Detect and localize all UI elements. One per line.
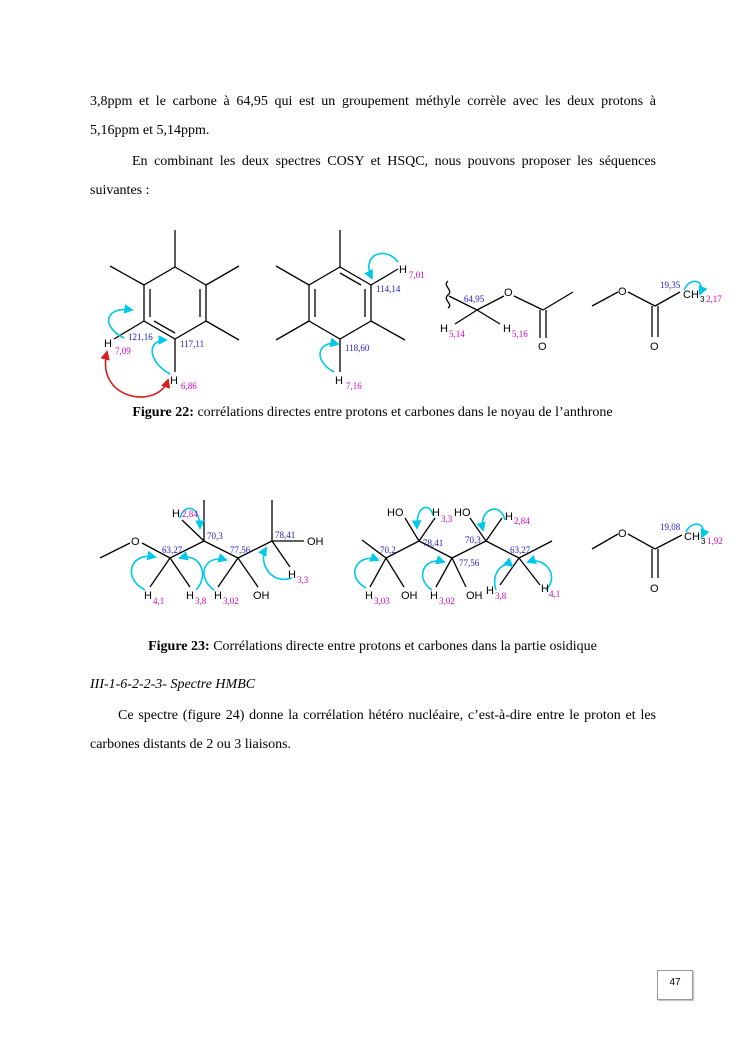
fig23-s2-h303-shift: 3,03 — [374, 596, 390, 606]
fig23-s2-h41-shift: 4,1 — [549, 589, 561, 599]
fig23-s1-h302-shift: 3,02 — [223, 596, 239, 606]
fig23-s1-h38-shift: 3,8 — [195, 596, 207, 606]
fig23-s2-h33: H — [432, 507, 440, 519]
fig23-s2-h303: H — [365, 590, 373, 602]
fig22-s3-c-shift: 64,95 — [464, 294, 485, 304]
fig22-s4-h-shift: 2,17 — [706, 294, 722, 304]
fig23-s3-ch-sub: 3 — [701, 537, 706, 546]
fig23-sugar-2 — [355, 507, 560, 606]
fig23-s1-oh1: OH — [307, 536, 324, 548]
fig23-s1-h33-shift: 3,3 — [297, 575, 309, 585]
fig23-s1-htop: H — [172, 508, 180, 520]
fig22-s1-h2: H — [170, 375, 178, 387]
page-number: 47 — [657, 970, 693, 1000]
fig23-s2-h284: H — [505, 511, 513, 523]
fig22-s3-o2: O — [538, 341, 547, 353]
paragraph-hmbc: Ce spectre (figure 24) donne la corrélation hétéro nucléaire, c’est-à-dire entre le proton et les carbones distants de 2 ou 3 liaisons. — [90, 708, 656, 752]
figure-23-caption — [0, 639, 745, 655]
fig23-s3-o2: O — [650, 583, 659, 595]
fig23-s3-c-shift: 19,08 — [660, 522, 681, 532]
fig23-s1-h302: H — [214, 590, 222, 602]
section-heading-hmbc: III-1-6-2-2-3- Spectre HMBC — [90, 677, 256, 692]
fig22-s1-c1-shift: 121,16 — [128, 332, 153, 342]
fig22-acetyl — [592, 280, 722, 353]
fig23-s2-h38: H — [486, 585, 494, 597]
fig23-s2-h38-shift: 3,8 — [495, 591, 507, 601]
fig23-s2-h284-shift: 2,84 — [514, 516, 530, 526]
paragraph-sequences-intro: En combinant les deux spectres COSY et HSQC, nous pouvons proposer les séquences suivantes : — [90, 154, 656, 198]
fig23-s2-ho1: HO — [387, 507, 404, 519]
fig23-s2-h41: H — [541, 583, 549, 595]
fig22-s3-h2: H — [503, 323, 511, 335]
fig23-s2-oh2: OH — [466, 590, 483, 602]
fig23-s1-c3: 77,56 — [230, 545, 251, 555]
fig23-s2-h302: H — [430, 590, 438, 602]
fig22-s1-h1-shift: 7,09 — [115, 346, 131, 356]
fig22-s3-o1: O — [504, 287, 513, 299]
fig23-s3-o1: O — [618, 528, 627, 540]
fig22-s2-c2-shift: 118,60 — [345, 343, 370, 353]
fig22-s2-h2-shift: 7,16 — [346, 381, 362, 391]
paragraph-hsqc-end: 3,8ppm et le carbone à 64,95 qui est un groupement méthyle corrèle avec les deux protons à 5,16ppm et 5,14ppm. — [90, 94, 656, 138]
fig22-s1-h2-shift: 6,86 — [181, 381, 197, 391]
fig23-s1-oh2: OH — [253, 590, 270, 602]
fig22-s3-h2-shift: 5,16 — [512, 329, 528, 339]
fig23-s1-h41: H — [144, 590, 152, 602]
figure-22-label: Figure 22: — [132, 405, 194, 420]
fig23-s1-c2: 70,3 — [207, 531, 223, 541]
fig23-acetyl — [592, 522, 723, 595]
fig22-s4-o1: O — [618, 286, 627, 298]
fig23-s2-h33-shift: 3,3 — [441, 514, 453, 524]
figure-23-caption-text: Corrélations directe entre protons et carbones dans la partie osidique — [209, 639, 597, 654]
fig22-ring-1 — [104, 230, 239, 397]
fig23-s1-h33: H — [288, 569, 296, 581]
fig23-s2-ho2: HO — [454, 507, 471, 519]
fig23-s2-h302-shift: 3,02 — [439, 596, 455, 606]
fig22-s1-h1: H — [104, 338, 112, 350]
fig22-s4-c-shift: 19,35 — [660, 280, 681, 290]
fig22-s3-h1: H — [440, 323, 448, 335]
fig23-s3-h-shift: 1,92 — [707, 536, 723, 546]
fig23-s1-h41-shift: 4,1 — [153, 596, 165, 606]
figure-22-caption-text: corrélations directes entre protons et carbones dans le noyau de l’anthrone — [193, 405, 613, 420]
fig22-ring-2 — [276, 230, 425, 391]
fig23-s1-c4: 78,41 — [275, 530, 296, 540]
fig23-s2-c3: 70,3 — [465, 535, 481, 545]
fig22-s3-h1-shift: 5,14 — [449, 329, 465, 339]
fig23-s1-h38: H — [186, 590, 194, 602]
fig22-s4-ch: CH — [683, 289, 699, 301]
figure-23-label: Figure 23: — [148, 639, 210, 654]
fig23-s1-o: O — [131, 536, 140, 548]
fig22-s1-c2-shift: 117,11 — [180, 339, 205, 349]
fig22-s2-c1-shift: 114,14 — [376, 284, 401, 294]
fig23-sugar-1 — [100, 500, 324, 606]
fig23-s2-c5: 63,27 — [510, 545, 531, 555]
fig23-s2-c4: 77,56 — [459, 558, 480, 568]
fig23-s2-c2: 78,41 — [423, 538, 444, 548]
fig22-s4-o2: O — [650, 341, 659, 353]
fig23-s2-oh1: OH — [401, 590, 418, 602]
fig22-s2-h1-shift: 7,01 — [409, 270, 425, 280]
fig22-s4-ch-sub: 3 — [700, 295, 705, 304]
fig22-s2-h1: H — [399, 264, 407, 276]
figure-22-caption — [0, 405, 745, 421]
fig23-s1-htop-shift: 2,84 — [182, 509, 198, 519]
fig23-s1-c1: 63,27 — [162, 545, 183, 555]
fig23-s2-c1: 70,2 — [380, 545, 396, 555]
fig22-acetoxymethyl — [440, 281, 573, 353]
fig22-s2-h2: H — [335, 375, 343, 387]
fig23-s3-ch: CH — [684, 531, 700, 543]
